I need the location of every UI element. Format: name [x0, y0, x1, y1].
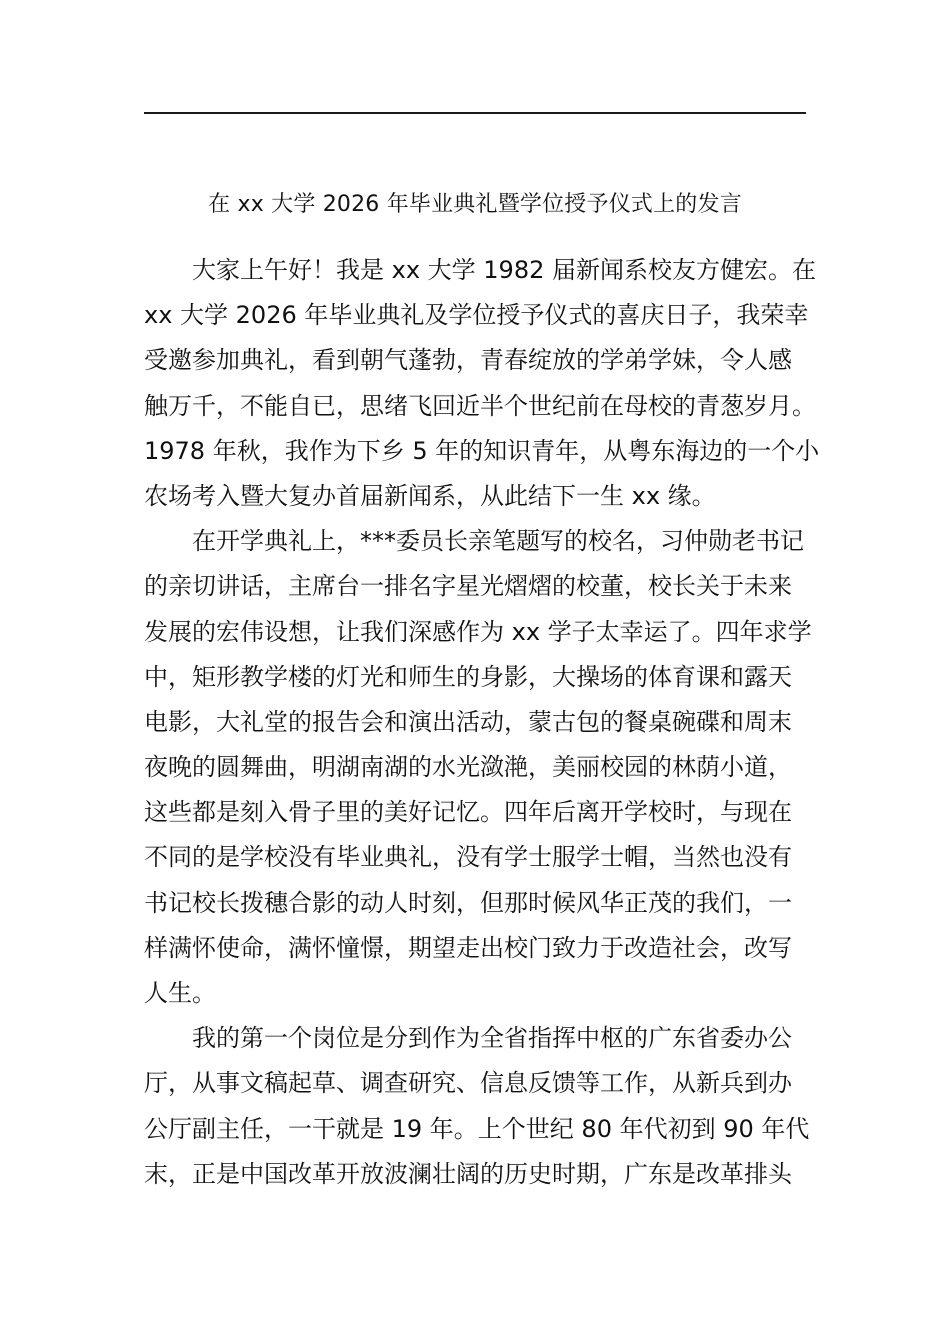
- text-line: 在开学典礼上，***委员长亲笔题写的校名，习仲勋老书记: [192, 527, 804, 556]
- text-line: 的亲切讲话，主席台一排名字星光熠熠的校董，校长关于未来: [144, 572, 792, 601]
- paragraph-2: [144, 519, 824, 1016]
- header-rule: [144, 112, 806, 114]
- text-line: 这些都是刻入骨子里的美好记忆。四年后离开学校时，与现在: [144, 798, 792, 827]
- document-title: 在 xx 大学 2026 年毕业典礼暨学位授予仪式上的发言: [208, 192, 742, 217]
- text-line: 我的第一个岗位是分到作为全省指挥中枢的广东省委办公: [192, 1024, 792, 1053]
- document-body: [144, 248, 824, 1197]
- paragraph-1: [144, 248, 824, 519]
- text-line: 受邀参加典礼，看到朝气蓬勃，青春绽放的学弟学妹，令人感: [144, 346, 792, 375]
- text-line: 1978 年秋，我作为下乡 5 年的知识青年，从粤东海边的一个小: [144, 436, 820, 465]
- text-line: 人生。: [144, 979, 216, 1007]
- text-line: 公厅副主任，一干就是 19 年。上个世纪 80 年代初到 90 年代: [144, 1114, 810, 1143]
- text-line: 书记校长拨穗合影的动人时刻，但那时候风华正茂的我们，一: [144, 888, 792, 917]
- text-line: 末，正是中国改革开放波澜壮阔的历史时期，广东是改革排头: [144, 1159, 792, 1188]
- text-line: xx 大学 2026 年毕业典礼及学位授予仪式的喜庆日子，我荣幸: [144, 301, 809, 330]
- text-line: 样满怀使命，满怀憧憬，期望走出校门致力于改造社会，改写: [144, 933, 792, 962]
- text-line: 厅，从事文稿起草、调查研究、信息反馈等工作，从新兵到办: [144, 1069, 792, 1098]
- paragraph-3: [144, 1016, 824, 1197]
- text-line: 发展的宏伟设想，让我们深感作为 xx 学子太幸运了。四年求学: [144, 617, 812, 646]
- text-line: 大家上午好！我是 xx 大学 1982 届新闻系校友方健宏。在: [192, 256, 816, 284]
- text-line: 夜晚的圆舞曲，明湖南湖的水光潋滟，美丽校园的林荫小道，: [144, 753, 792, 782]
- text-line: 电影，大礼堂的报告会和演出活动，蒙古包的餐桌碗碟和周末: [144, 707, 792, 736]
- text-line: 触万千，不能自已，思绪飞回近半个世纪前在母校的青葱岁月。: [144, 391, 816, 420]
- text-line: 不同的是学校没有毕业典礼，没有学士服学士帽，当然也没有: [144, 843, 792, 872]
- text-line: 农场考入暨大复办首届新闻系，从此结下一生 xx 缘。: [144, 481, 716, 510]
- text-line: 中，矩形教学楼的灯光和师生的身影，大操场的体育课和露天: [144, 662, 792, 691]
